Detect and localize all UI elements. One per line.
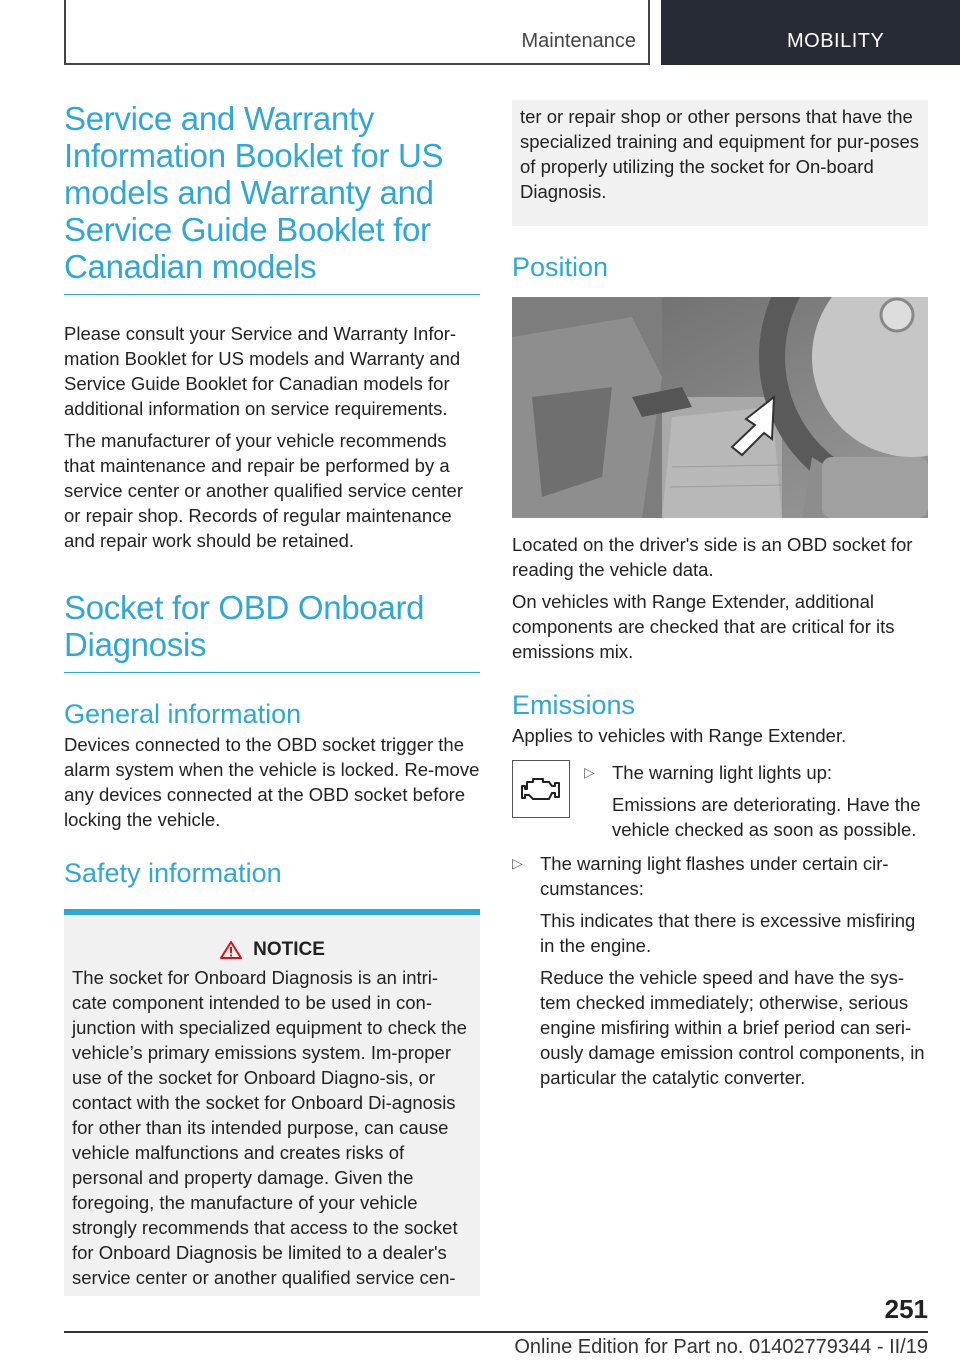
bullet-reduce-speed-detail: Reduce the vehicle speed and have the sys-tem checked immediately; otherwise, serious engine misfiring within a brief period can seri-ously damage emission control components, in particular the catalytic converter. bbox=[540, 967, 925, 1088]
check-engine-icon bbox=[512, 760, 570, 818]
header-rule-left bbox=[64, 0, 66, 64]
paragraph-manufacturer-recommends: The manufacturer of your vehicle recommends that maintenance and repair be performed by a service center or another qualified service center or repair shop. Records of regular maintenance and repair work should be retained. bbox=[64, 430, 463, 551]
heading-general-information: General information bbox=[64, 699, 302, 729]
emissions-item-flashes bbox=[512, 851, 928, 1090]
right-column bbox=[512, 100, 928, 1090]
header-chapter-label: MOBILITY bbox=[787, 30, 885, 52]
triangle-bullet-icon: ▷ bbox=[512, 855, 523, 871]
heading-safety-information: Safety information bbox=[64, 858, 282, 888]
notice-box bbox=[64, 909, 480, 1296]
paragraph-general-information: Devices connected to the OBD socket trigger the alarm system when the vehicle is locked. Re-move any devices connected at the OBD socket before locking the vehicle. bbox=[64, 734, 480, 830]
heading-position: Position bbox=[512, 252, 609, 282]
paragraph-range-extender: On vehicles with Range Extender, additional components are checked that are critical for its emissions mix. bbox=[512, 591, 895, 662]
paragraph-obd-location: Located on the driver's side is an OBD socket for reading the vehicle data. bbox=[512, 534, 913, 580]
footer-rule bbox=[64, 1331, 928, 1333]
header-section-title: Maintenance bbox=[521, 30, 636, 52]
list-item bbox=[584, 760, 928, 785]
emissions-item-lights-up bbox=[512, 760, 928, 842]
warning-triangle-icon bbox=[219, 940, 243, 960]
notice-text: The socket for Onboard Diagnosis is an intri-cate component intended to be used in con-junction with specialized equipment to check the vehicle’s primary emissions system. Im-proper use of the socket for Onboard Diagno-sis, or contact with the socket for Onboard Di-agnosis for other than its intended purpose, can cause vehicle malfunctions and creates risks of personal and property damage. Given the foregoing, the manufacture of your vehicle strongly recommends that access to the socket for Onboard Diagnosis be limited to a dealer's service center or another qualified service cen- bbox=[72, 967, 467, 1288]
bullet-warning-lights-up-detail: Emissions are deteriorating. Have the vehicle checked as soon as possible. bbox=[612, 794, 921, 840]
bullet-misfiring-detail: This indicates that there is excessive misfiring in the engine. bbox=[540, 910, 916, 956]
left-column bbox=[64, 100, 480, 1296]
steering-wheel-footwell-image bbox=[512, 297, 928, 518]
header-rule-bottom bbox=[64, 63, 650, 65]
notice-text-continued: ter or repair shop or other persons that have the specialized training and equipment for pur-poses of properly utilizing the socket for On-board Diagnosis. bbox=[520, 106, 920, 202]
paragraph-emissions-applies: Applies to vehicles with Range Extender. bbox=[512, 725, 847, 746]
header-rule-right bbox=[648, 0, 650, 64]
notice-label: NOTICE bbox=[253, 939, 325, 960]
list-item bbox=[512, 851, 928, 901]
triangle-bullet-icon: ▷ bbox=[584, 764, 595, 780]
page-number: 251 bbox=[884, 1294, 928, 1324]
emissions-item-1-text bbox=[584, 760, 928, 842]
obd-socket-photo bbox=[512, 297, 928, 518]
notice-box-continued bbox=[512, 100, 928, 226]
heading-obd-socket: Socket for OBD Onboard Diagnosis bbox=[64, 589, 480, 673]
bullet-warning-lights-up: The warning light lights up: bbox=[612, 762, 833, 783]
bullet-warning-flashes: The warning light flashes under certain cir-cumstances: bbox=[540, 853, 889, 899]
heading-service-warranty: Service and Warranty Information Booklet for US models and Warranty and Service Guide Booklet for Canadian models bbox=[64, 100, 480, 295]
paragraph-consult-booklet: Please consult your Service and Warranty Infor-mation Booklet for US models and Warranty and Service Guide Booklet for Canadian models for additional information on service requirements. bbox=[64, 323, 461, 419]
heading-emissions: Emissions bbox=[512, 690, 636, 720]
header-chapter-tab bbox=[661, 0, 960, 65]
footer-edition: Online Edition for Part no. 01402779344 - II/19 bbox=[514, 1336, 928, 1358]
notice-title bbox=[72, 939, 472, 961]
